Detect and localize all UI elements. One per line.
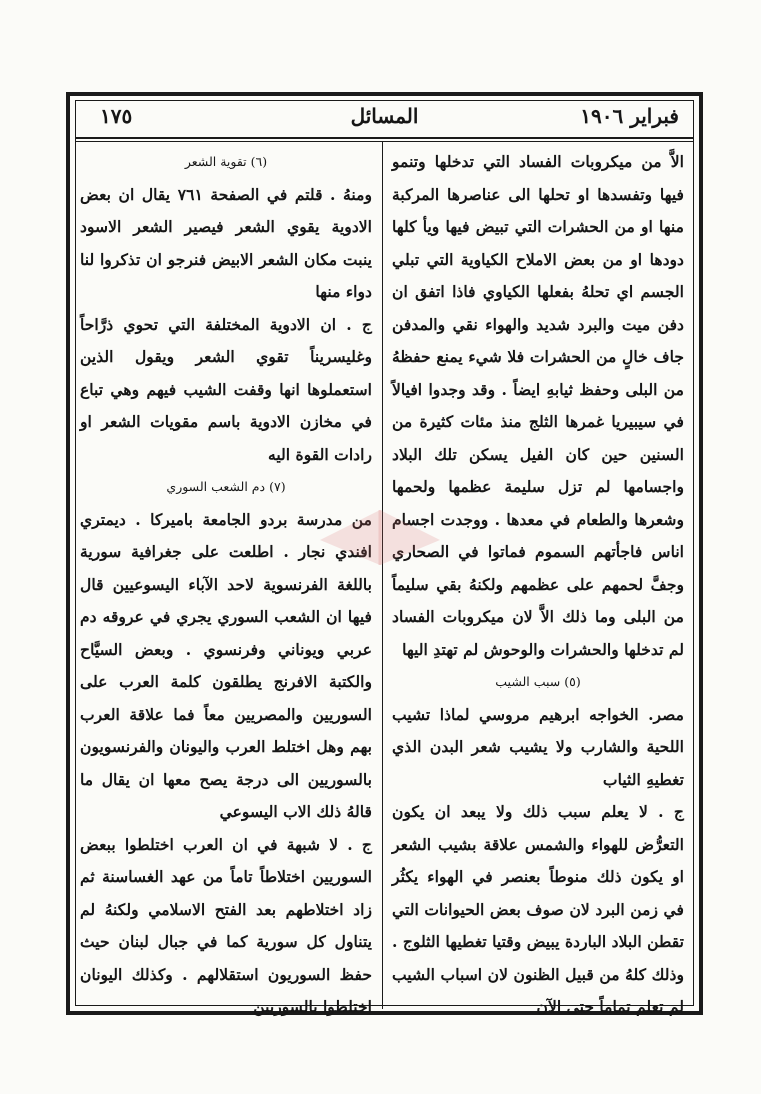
answer-6: ج . ان الادوية المختلفة التي تحوي ذرَّاحاً وغليسريناً تقوي الشعر ويقول الذين استعملوها انها وقفت الشيب فيهم وهي تباع في مخازن الادوية باسم مقويات الشعر او رادات القوة اليه bbox=[80, 314, 372, 464]
paragraph-continued: الاَّ من ميكروبات الفساد التي تدخلها وتنمو فيها وتفسدها او تحلها الى عناصرها المركبة منها او من الحشرات التي تبيض فيها ويأ كلها دودها او من بعض الاملاح الكياوية التي تبلي الجسم اي تحلهُ بفعلها الكياوي فاذا اتفق ان دفن ميت والبرد شديد والهواء نقي والمدفن جاف خالٍ من الحشرات فلا شيء يمنع حفظهُ من البلى وحفظ ثيابهِ ايضاً . وقد وجدوا افيالاً في سيبيريا غمرها الثلج منذ مئات كثيرة من السنين حين كان الفيل يسكن تلك البلاد واجسامها لم تزل سليمة عظمها ولحمها وشعرها والطعام في معدها . ووجدت اجسام اناس فاجأتهم السموم فماتوا في الصحاري وجفَّ لحمهم على عظمهم ولكنهُ بقي سليماً من البلى وما ذلك الاَّ لان ميكروبات الفساد لم تدخلها والحشرات والوحوش لم تهتدِ اليها bbox=[392, 152, 684, 659]
left-column bbox=[80, 146, 372, 1016]
question-6: ومنهُ . قلتم في الصفحة ٧٦١ يقال ان بعض الادوية يقوي الشعر فيصير الشعر الاسود ينبت مكان الشعر الابيض فنرجو ان تذكروا لنا دواء منها bbox=[80, 184, 372, 301]
question-5: مصر. الخواجه ابرهيم مروسي لماذا تشيب اللحية والشارب ولا يشيب شعر البدن الذي تغطيهِ الثياب bbox=[392, 704, 684, 789]
header-rule bbox=[76, 137, 693, 139]
answer-7: ج . لا شبهة في ان العرب اختلطوا ببعض السوريين اختلاطاً تاماً من عهد الغساسنة ثم زاد اختلاطهم بعد الفتح الاسلامي ولكنهُ لم يتناول كل سورية كما في جبال لبنان حيث حفظ السوريون استقلالهم . وكذلك اليونان اختلطوا بالسوريين bbox=[80, 834, 372, 1016]
question-7: من مدرسة بردو الجامعة باميركا . ديمتري افندي نجار . اطلعت على جغرافية سورية باللغة الفرنسوية لاحد الآباء اليسوعيين قال فيها ان الشعب السوري يجري في عروقه دم عربي ويوناني وفرنسوي . وبعض السيَّاح والكتبة الافرنج يطلقون كلمة العرب على السوريين والمصريين معاً فما علاقة العرب بهم وهل اختلط العرب واليونان والفرنسويون بالسوريين الى درجة يصح معها ان يقال ما قالهُ ذلك الاب اليسوعي bbox=[80, 509, 372, 821]
section-heading-7: (٧) دم الشعب السوري bbox=[166, 479, 286, 494]
header-rule-thin bbox=[76, 141, 693, 142]
page-number: ١٧٥ bbox=[100, 104, 133, 128]
section-heading-5: (٥) سبب الشيب bbox=[495, 674, 581, 689]
header-title: المسائل bbox=[350, 104, 419, 128]
column-divider bbox=[382, 142, 383, 1009]
running-header bbox=[82, 101, 687, 133]
header-date: فبراير ١٩٠٦ bbox=[580, 104, 679, 128]
answer-5: ج . لا يعلم سبب ذلك ولا يبعد ان يكون التعرُّض للهواء والشمس علاقة بشيب الشعر او يكون ذلك منوطاً بعنصر في الهواء يكثُر في زمن البرد لان صوف بعض الحيوانات التي تقطن البلاد الباردة يبيض وقتيا تغطيها الثلوج . وذلك كلهُ من قبيل الظنون لان اسباب الشيب لم تعلم تماماً حتى الآن bbox=[392, 802, 684, 1016]
right-column bbox=[392, 146, 684, 1016]
section-heading-6: (٦) تقوية الشعر bbox=[184, 154, 268, 169]
